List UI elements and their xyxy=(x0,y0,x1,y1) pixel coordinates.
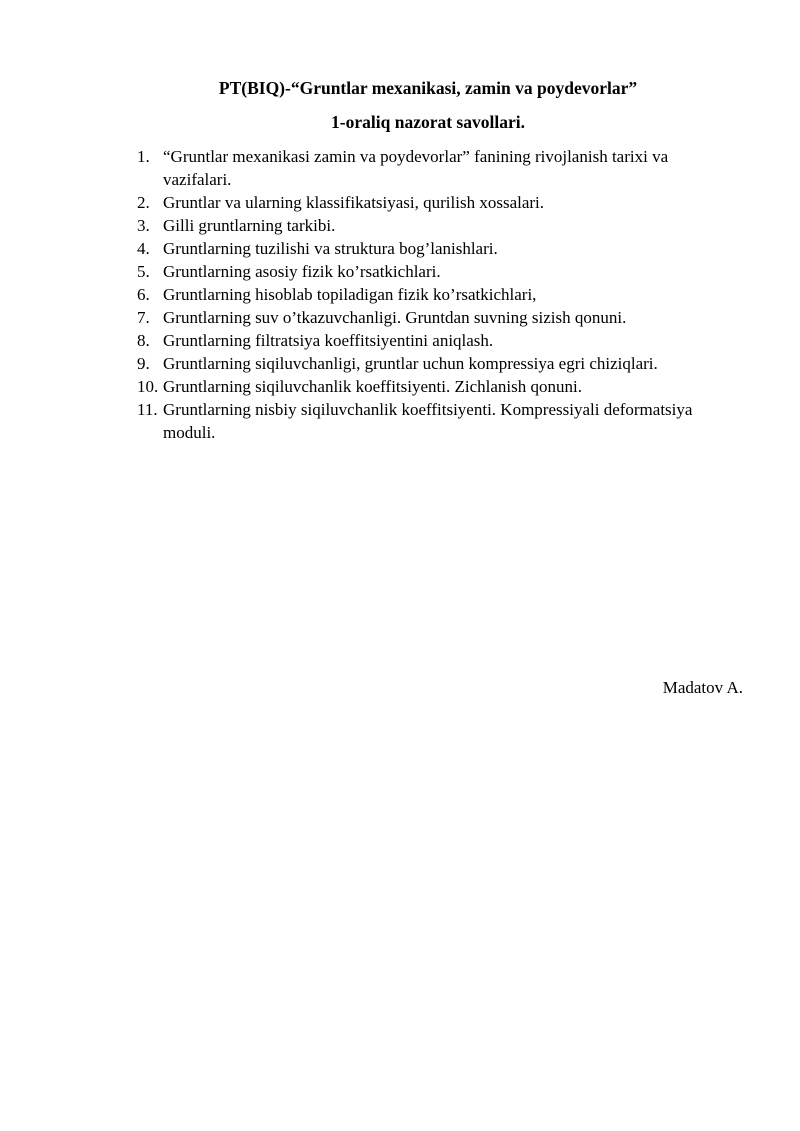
list-item xyxy=(137,145,737,191)
list-item xyxy=(137,329,737,352)
question-number: 6. xyxy=(137,285,150,304)
list-item xyxy=(137,306,737,329)
question-text: Gruntlarning hisoblab topiladigan fizik ko’rsatkichlari, xyxy=(163,285,537,304)
question-number: 10. xyxy=(137,377,159,396)
list-item xyxy=(137,191,737,214)
list-item xyxy=(137,237,737,260)
question-number: 7. xyxy=(137,308,150,327)
list-item xyxy=(137,352,737,375)
question-number: 3. xyxy=(137,216,150,235)
question-text: Gruntlar va ularning klassifikatsiyasi, qurilish xossalari. xyxy=(163,193,545,212)
question-text: Gilli gruntlarning tarkibi. xyxy=(163,216,336,235)
question-text: Gruntlarning siqiluvchanlik koeffitsiyenti. Zichlanish qonuni. xyxy=(163,377,582,396)
question-text: Gruntlarning siqiluvchanligi, gruntlar uchun kompressiya egri chiziqlari. xyxy=(163,354,658,373)
list-item xyxy=(137,214,737,237)
question-number: 1. xyxy=(137,147,150,166)
question-text: “Gruntlar mexanikasi zamin va poydevorlar” fanining rivojlanish tarixi va vazifalari. xyxy=(163,147,669,189)
document-title: PT(BIQ)-“Gruntlar mexanikasi, zamin va poydevorlar” xyxy=(218,78,638,98)
list-item xyxy=(137,398,737,444)
list-item xyxy=(137,375,737,398)
question-text: Gruntlarning filtratsiya koeffitsiyentini aniqlash. xyxy=(163,331,494,350)
question-number: 2. xyxy=(137,193,150,212)
author-signature: Madatov A. xyxy=(662,678,743,697)
questions-list xyxy=(137,145,737,444)
question-text: Gruntlarning nisbiy siqiluvchanlik koeffitsiyenti. Kompressiyali deformatsiya moduli. xyxy=(163,400,693,442)
list-item xyxy=(137,260,737,283)
question-number: 4. xyxy=(137,239,150,258)
document-subtitle: 1-oraliq nazorat savollari. xyxy=(331,112,525,132)
question-number: 8. xyxy=(137,331,150,350)
question-number: 9. xyxy=(137,354,150,373)
question-text: Gruntlarning asosiy fizik ko’rsatkichlari. xyxy=(163,262,441,281)
question-text: Gruntlarning suv o’tkazuvchanligi. Gruntdan suvning sizish qonuni. xyxy=(163,308,627,327)
question-number: 5. xyxy=(137,262,150,281)
list-item xyxy=(137,283,737,306)
question-text: Gruntlarning tuzilishi va struktura bog’lanishlari. xyxy=(163,239,498,258)
question-number: 11. xyxy=(137,400,158,419)
